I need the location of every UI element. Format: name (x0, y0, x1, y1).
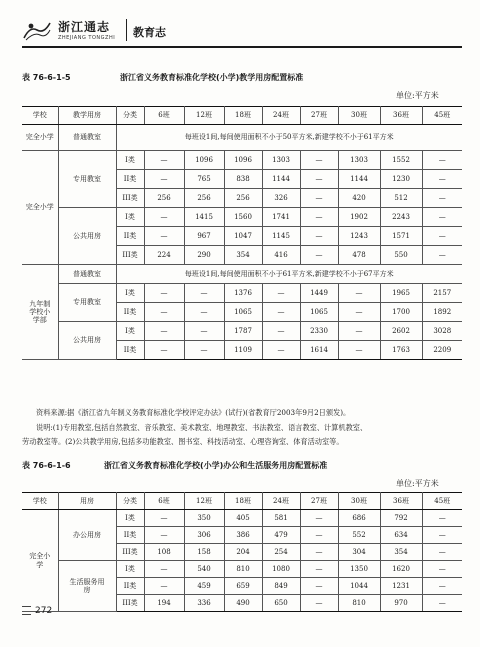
table-cell: 1552 (380, 151, 422, 170)
table-cell: 1741 (262, 208, 300, 227)
table-row (22, 265, 462, 284)
table-cell: 659 (224, 578, 262, 595)
table-cell: III类 (116, 595, 144, 612)
table2 (22, 492, 462, 612)
table-cell: — (144, 510, 184, 527)
table2-header-row (22, 493, 462, 510)
table-cell: 1902 (338, 208, 380, 227)
table-cell: — (144, 284, 184, 303)
table-cell: 2243 (380, 208, 422, 227)
table-cell: — (422, 510, 462, 527)
explanation-note-2: 劳动教室等。(2)公共教学用房,包括多功能教室、图书室、科技活动室、心理咨询室、体育活动室等。 (22, 437, 344, 446)
table-cell: 3028 (422, 322, 462, 341)
page-number-text: 272 (35, 606, 53, 616)
table-cell: 810 (338, 595, 380, 612)
table-cell: III类 (116, 246, 144, 265)
table-cell: — (144, 208, 184, 227)
zhejiang-tongzhi-logo-icon (22, 18, 52, 42)
table-cell: I类 (116, 561, 144, 578)
table-cell: — (184, 303, 224, 322)
table-cell: 386 (224, 527, 262, 544)
table-cell: — (184, 341, 224, 360)
table-cell: — (144, 170, 184, 189)
table1-notes (22, 406, 462, 450)
table-cell: 970 (380, 595, 422, 612)
table-cell: — (422, 544, 462, 561)
table-cell: II类 (116, 527, 144, 544)
brand-name-en: ZHEJIANG TONGZHI (58, 35, 116, 41)
table-cell: I类 (116, 322, 144, 341)
table-cell: 1047 (224, 227, 262, 246)
table-cell: 765 (184, 170, 224, 189)
table-cell: — (422, 527, 462, 544)
room-type-cell: 专用教室 (58, 151, 116, 208)
page-number (22, 606, 52, 616)
table-cell: 108 (144, 544, 184, 561)
table-cell: 1415 (184, 208, 224, 227)
table-cell: 194 (144, 595, 184, 612)
col-header: 30班 (338, 493, 380, 510)
table-cell: 792 (380, 510, 422, 527)
table-cell: — (144, 303, 184, 322)
table1-header-row (22, 107, 462, 125)
table-cell: 459 (184, 578, 224, 595)
table1 (22, 106, 462, 360)
table-cell: 967 (184, 227, 224, 246)
page-header (22, 16, 462, 50)
table-cell: 838 (224, 170, 262, 189)
page-marker-icon (22, 606, 31, 615)
table-cell: — (300, 208, 338, 227)
table-cell: 1620 (380, 561, 422, 578)
table-cell: 256 (144, 189, 184, 208)
table-cell: — (184, 284, 224, 303)
room-type-cell: 办公用房 (58, 510, 116, 561)
source-note: 资料来源:据《浙江省九年制义务教育标准化学校评定办法》(试行)(省教育厅2003年9月2日颁发)。 (36, 408, 351, 417)
table-cell: 336 (184, 595, 224, 612)
room-type-cell: 普通教室 (58, 125, 116, 151)
table-cell: 478 (338, 246, 380, 265)
table-cell: — (422, 561, 462, 578)
col-header: 学校 (22, 493, 58, 510)
table-cell: — (422, 595, 462, 612)
table-row (22, 322, 462, 341)
table-cell: 1080 (262, 561, 300, 578)
table-row (22, 208, 462, 227)
table2-number: 表 76-6-1-6 (22, 461, 71, 470)
col-header: 45班 (422, 107, 462, 125)
col-header: 教学用房 (58, 107, 116, 125)
table-cell: 2157 (422, 284, 462, 303)
col-header: 18班 (224, 493, 262, 510)
table-cell: — (422, 189, 462, 208)
table-cell: 350 (184, 510, 224, 527)
table-cell: — (422, 246, 462, 265)
table-cell: 256 (184, 189, 224, 208)
table-cell: I类 (116, 151, 144, 170)
table1-number: 表 76-6-1-5 (22, 73, 71, 82)
table-cell: 254 (262, 544, 300, 561)
school-type-cell: 完全小学 (22, 510, 58, 612)
table-cell: — (422, 227, 462, 246)
table-cell: II类 (116, 341, 144, 360)
table-cell: 1560 (224, 208, 262, 227)
col-header: 用房 (58, 493, 116, 510)
table-cell: 204 (224, 544, 262, 561)
table-cell: — (300, 527, 338, 544)
table-cell: I类 (116, 510, 144, 527)
room-type-cell: 公共用房 (58, 322, 116, 360)
col-header: 24班 (262, 493, 300, 510)
table1-title: 浙江省义务教育标准化学校(小学)教学用房配置标准 (120, 73, 304, 82)
table-cell: 1065 (300, 303, 338, 322)
table-cell: — (144, 341, 184, 360)
table-cell: 1303 (338, 151, 380, 170)
table-cell: 1892 (422, 303, 462, 322)
col-header: 45班 (422, 493, 462, 510)
table-cell: — (262, 322, 300, 341)
table-cell: — (262, 303, 300, 322)
table-cell: 1231 (380, 578, 422, 595)
table-row (22, 510, 462, 527)
section-title: 教育志 (133, 26, 166, 39)
col-header: 6班 (144, 493, 184, 510)
table-cell: — (300, 544, 338, 561)
table-cell: — (300, 170, 338, 189)
table-cell: — (300, 561, 338, 578)
table-row (22, 151, 462, 170)
table-cell: 354 (224, 246, 262, 265)
table-cell: 1243 (338, 227, 380, 246)
table-cell: 1144 (338, 170, 380, 189)
col-header: 18班 (224, 107, 262, 125)
span-text-cell: 每班设1间,每间使用面积不小于50平方米,新建学校不小于61平方米 (116, 125, 462, 151)
table-cell: 1109 (224, 341, 262, 360)
table-cell: — (144, 561, 184, 578)
table-cell: III类 (116, 544, 144, 561)
table-cell: 354 (380, 544, 422, 561)
table-cell: 416 (262, 246, 300, 265)
table-cell: 1145 (262, 227, 300, 246)
table-cell: 326 (262, 189, 300, 208)
table-cell: 1144 (262, 170, 300, 189)
table-cell: — (422, 170, 462, 189)
table-row (22, 561, 462, 578)
table-cell: II类 (116, 227, 144, 246)
col-header: 分类 (116, 107, 144, 125)
table-cell: II类 (116, 578, 144, 595)
table-cell: — (422, 578, 462, 595)
table-cell: — (144, 527, 184, 544)
room-type-cell: 公共用房 (58, 208, 116, 265)
table-cell: — (300, 151, 338, 170)
table-cell: 810 (224, 561, 262, 578)
room-type-cell: 普通教室 (58, 265, 116, 284)
header-separator (126, 19, 127, 41)
table-cell: — (300, 227, 338, 246)
school-type-cell: 九年制学校小学部 (22, 265, 58, 360)
col-header: 24班 (262, 107, 300, 125)
table-cell: I类 (116, 208, 144, 227)
table-cell: 490 (224, 595, 262, 612)
table-cell: 224 (144, 246, 184, 265)
table-cell: — (262, 284, 300, 303)
table-cell: — (144, 151, 184, 170)
table-cell: 1230 (380, 170, 422, 189)
col-header: 6班 (144, 107, 184, 125)
table-cell: 512 (380, 189, 422, 208)
table-cell: 1571 (380, 227, 422, 246)
col-header: 36班 (380, 493, 422, 510)
table-cell: II类 (116, 303, 144, 322)
table-cell: 1044 (338, 578, 380, 595)
table-cell: — (338, 303, 380, 322)
table-cell: — (300, 246, 338, 265)
table-cell: — (338, 341, 380, 360)
span-text-cell: 每班设1间,每间使用面积不小于61平方米,新建学校不小于67平方米 (116, 265, 462, 284)
col-header: 27班 (300, 107, 338, 125)
table-cell: — (422, 151, 462, 170)
table-cell: — (300, 510, 338, 527)
table-cell: 2209 (422, 341, 462, 360)
table-cell: 1096 (224, 151, 262, 170)
table-cell: 1787 (224, 322, 262, 341)
table-cell: 1965 (380, 284, 422, 303)
table2-unit: 单位:平方米 (396, 479, 439, 488)
table-cell: — (262, 341, 300, 360)
table-cell: 158 (184, 544, 224, 561)
col-header: 30班 (338, 107, 380, 125)
table-cell: — (300, 578, 338, 595)
table-cell: — (338, 284, 380, 303)
table-cell: 1763 (380, 341, 422, 360)
table-cell: 1096 (184, 151, 224, 170)
table-cell: 304 (338, 544, 380, 561)
table-cell: — (144, 578, 184, 595)
table-cell: — (338, 322, 380, 341)
room-type-cell: 生活服务用房 (58, 561, 116, 612)
explanation-note-1: 说明:(1)专用教室,包括自然教室、音乐教室、美术教室、地理教室、书法教室、语言教室、计算机教室、 (36, 422, 368, 432)
table-cell: III类 (116, 189, 144, 208)
table-cell: 1065 (224, 303, 262, 322)
table-cell: 2602 (380, 322, 422, 341)
table-cell: — (144, 227, 184, 246)
table-cell: 849 (262, 578, 300, 595)
table-cell: 256 (224, 189, 262, 208)
col-header: 27班 (300, 493, 338, 510)
table-row (22, 125, 462, 151)
col-header: 12班 (184, 493, 224, 510)
table-cell: I类 (116, 284, 144, 303)
table-cell: 650 (262, 595, 300, 612)
table-cell: 1376 (224, 284, 262, 303)
table-cell: 1614 (300, 341, 338, 360)
table-cell: — (300, 595, 338, 612)
table-cell: 479 (262, 527, 300, 544)
col-header: 分类 (116, 493, 144, 510)
header-rule (22, 46, 462, 48)
table-cell: 420 (338, 189, 380, 208)
table-cell: 405 (224, 510, 262, 527)
table1-unit: 单位:平方米 (396, 91, 439, 100)
table-cell: 1303 (262, 151, 300, 170)
table-cell: II类 (116, 170, 144, 189)
table-cell: 1700 (380, 303, 422, 322)
table-cell: 550 (380, 246, 422, 265)
brand-name: 浙江通志 (58, 20, 111, 34)
table-cell: 2330 (300, 322, 338, 341)
table-cell: 540 (184, 561, 224, 578)
table-cell: 1449 (300, 284, 338, 303)
school-type-cell: 完全小学 (22, 151, 58, 265)
table-cell: 634 (380, 527, 422, 544)
table-cell: 686 (338, 510, 380, 527)
table-cell: — (422, 208, 462, 227)
table-cell: 581 (262, 510, 300, 527)
table2-title: 浙江省义务教育标准化学校(小学)办公和生活服务用房配置标准 (104, 461, 328, 470)
table-cell: — (184, 322, 224, 341)
table-cell: 306 (184, 527, 224, 544)
room-type-cell: 专用教室 (58, 284, 116, 322)
table-row (22, 284, 462, 303)
table-cell: 290 (184, 246, 224, 265)
school-type-cell: 完全小学 (22, 125, 58, 151)
col-header: 学校 (22, 107, 58, 125)
col-header: 12班 (184, 107, 224, 125)
table-cell: 552 (338, 527, 380, 544)
table-cell: — (300, 189, 338, 208)
table-cell: 1350 (338, 561, 380, 578)
col-header: 36班 (380, 107, 422, 125)
table-cell: — (144, 322, 184, 341)
